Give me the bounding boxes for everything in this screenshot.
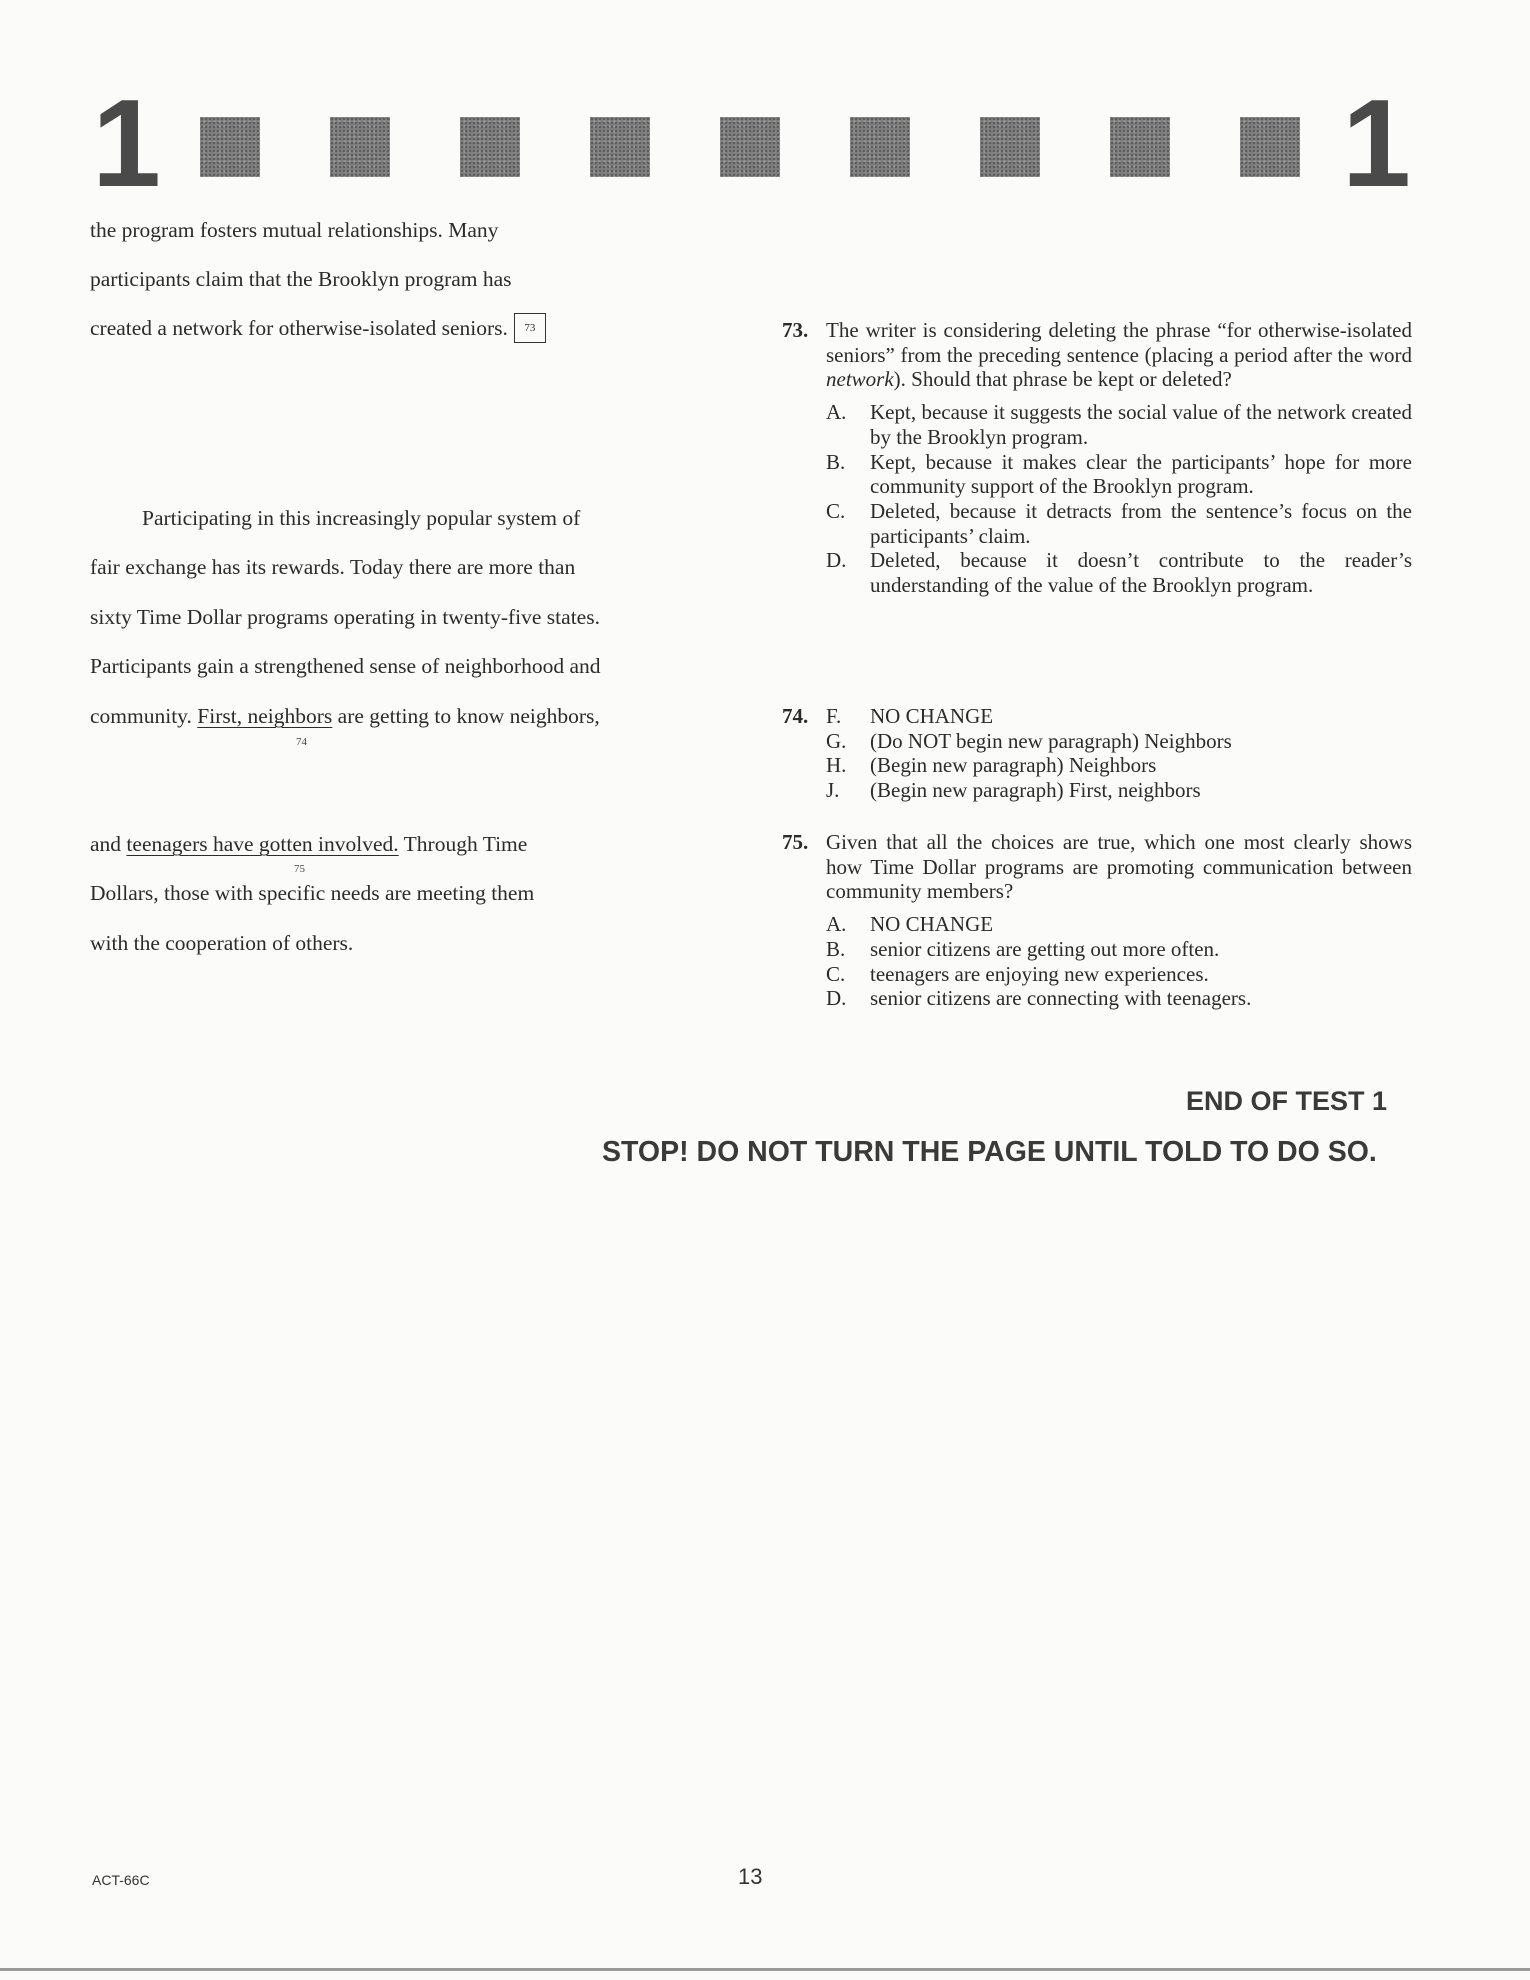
option-text: (Do NOT begin new paragraph) Neighbors xyxy=(870,728,1232,753)
passage-line: Participants gain a strengthened sense of neighborhood and xyxy=(90,654,601,678)
passage-line: Participating in this increasingly popular system of xyxy=(142,506,581,530)
option-letter: B. xyxy=(826,936,846,961)
question-number: 74. xyxy=(782,704,809,728)
passage-line xyxy=(90,314,546,345)
option-text: (Begin new paragraph) First, neighbors xyxy=(870,778,1201,803)
passage-text: Through Time xyxy=(403,832,528,856)
option-letter: B. xyxy=(826,449,846,474)
option-letter: F. xyxy=(826,704,842,728)
option-letter: D. xyxy=(826,548,847,573)
section-number-left: 1 xyxy=(92,75,159,213)
question-73 xyxy=(782,318,1412,598)
question-prompt: The writer is considering deleting the phrase “for otherwise-isolated seniors” from the preceding sentence (placing a period after the word network). Should that phrase be kept or deleted? xyxy=(826,318,1412,392)
option-text: NO CHANGE xyxy=(870,912,994,937)
answer-option[interactable] xyxy=(826,962,1412,987)
option-text: teenagers are enjoying new experiences. xyxy=(870,961,1209,986)
option-letter: G. xyxy=(826,728,847,753)
option-text: Deleted, because it doesn’t contribute to the reader’s understanding of the value of the Brooklyn program. xyxy=(870,548,1412,598)
answer-option[interactable] xyxy=(826,937,1412,962)
answer-option[interactable] xyxy=(826,753,1412,778)
section-number-right: 1 xyxy=(1342,75,1409,213)
question-prompt: Given that all the choices are true, which one most clearly shows how Time Dollar programs are promoting communication between community members? xyxy=(826,830,1412,904)
passage-text: are getting to know neighbors, xyxy=(337,704,600,728)
question-75 xyxy=(782,830,1412,1011)
header-square xyxy=(850,117,910,177)
option-text: senior citizens are getting out more often. xyxy=(870,936,1220,961)
passage-line: Dollars, those with specific needs are meeting them xyxy=(90,881,535,905)
option-letter: A. xyxy=(826,912,847,937)
underlined-portion-75: teenagers have gotten involved. xyxy=(126,832,399,856)
option-letter: H. xyxy=(826,753,847,778)
end-of-test-label: END OF TEST 1 xyxy=(1186,1086,1388,1116)
underlined-portion-74: First, neighbors xyxy=(197,704,333,728)
option-letter: A. xyxy=(826,400,847,425)
passage-line: sixty Time Dollar programs operating in twenty-five states. xyxy=(90,605,600,629)
header-square xyxy=(1240,117,1300,177)
question-74 xyxy=(782,704,1412,803)
header-square xyxy=(1110,117,1170,177)
option-text: Kept, because it suggests the social value of the network created by the Brooklyn program. xyxy=(870,400,1412,449)
passage-line: the program fosters mutual relationships. Many xyxy=(90,218,499,242)
underline-number-75: 75 xyxy=(294,863,305,875)
passage-line: with the cooperation of others. xyxy=(90,931,354,955)
underline-number-74: 74 xyxy=(296,736,307,748)
option-letter: D. xyxy=(826,986,847,1011)
option-text: NO CHANGE xyxy=(870,704,994,728)
answer-option[interactable] xyxy=(826,499,1412,548)
header-square xyxy=(330,117,390,177)
passage-text: created a network for otherwise-isolated seniors. xyxy=(90,316,508,340)
option-letter: J. xyxy=(826,778,840,803)
header-square xyxy=(720,117,780,177)
option-letter: C. xyxy=(826,498,846,523)
question-number: 73. xyxy=(782,318,809,342)
form-code: ACT-66C xyxy=(92,1872,150,1888)
answer-option[interactable] xyxy=(826,400,1412,449)
answer-option[interactable] xyxy=(826,729,1412,754)
passage-text: and xyxy=(90,832,122,856)
answer-option[interactable] xyxy=(826,450,1412,499)
passage-line xyxy=(90,830,527,858)
passage-text: community. xyxy=(90,704,192,728)
answer-option[interactable] xyxy=(826,778,1412,803)
option-text: senior citizens are connecting with teenagers. xyxy=(870,986,1252,1011)
passage-line: fair exchange has its rewards. Today there are more than xyxy=(90,555,576,579)
answer-option[interactable] xyxy=(826,912,1412,937)
passage-line xyxy=(90,702,600,730)
header-square xyxy=(980,117,1040,177)
stop-instruction: STOP! DO NOT TURN THE PAGE UNTIL TOLD TO DO SO. xyxy=(602,1136,1377,1168)
answer-option[interactable] xyxy=(826,548,1412,597)
header-square xyxy=(200,117,260,177)
passage-line: participants claim that the Brooklyn program has xyxy=(90,267,512,291)
answer-option[interactable] xyxy=(826,704,1412,729)
header-square xyxy=(460,117,520,177)
bottom-rule xyxy=(0,1968,1530,1971)
option-text: (Begin new paragraph) Neighbors xyxy=(870,753,1157,778)
question-number: 75. xyxy=(782,830,809,854)
question-73-box: 73 xyxy=(514,313,546,343)
option-text: Deleted, because it detracts from the sentence’s focus on the participants’ claim. xyxy=(870,498,1412,548)
page-number: 13 xyxy=(738,1864,763,1889)
header-square xyxy=(590,117,650,177)
option-text: Kept, because it makes clear the participants’ hope for more community support of the Brooklyn program. xyxy=(870,449,1412,499)
option-letter: C. xyxy=(826,961,846,986)
answer-option[interactable] xyxy=(826,986,1412,1011)
